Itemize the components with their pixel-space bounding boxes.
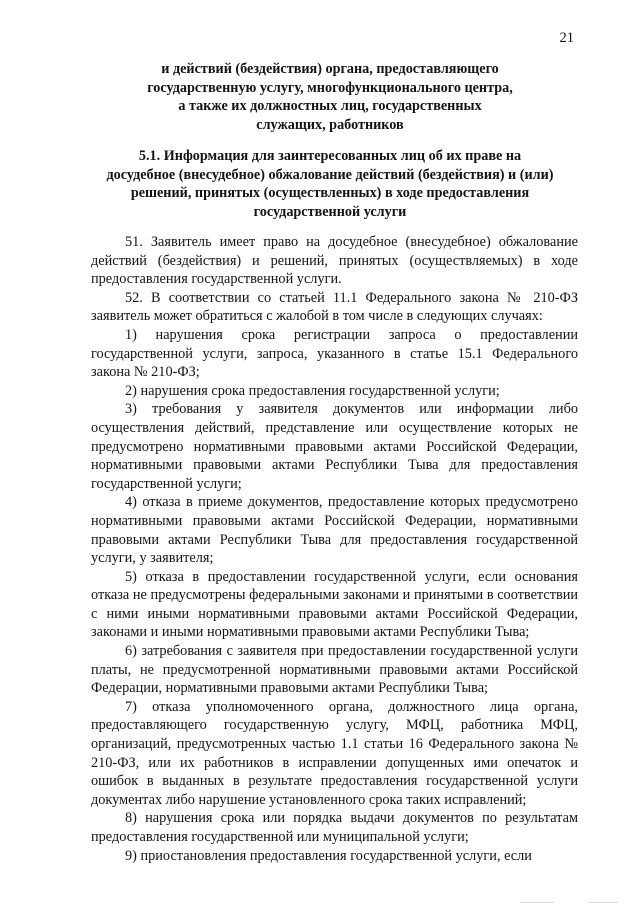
list-item-2: 2) нарушения срока предоставления государственной услуги; — [125, 382, 500, 399]
list-item-7: 7) отказа уполномоченного органа, должностного лица органа, предоставляющего государственную услугу, МФЦ, работника МФЦ, организаций, предусмотренных частью 1.1 статьи 16 Федерального закона № 210-ФЗ, или их работников в исправлении допущенных ими опечаток и ошибок в выданных в результате предоставления государственной услуги документах либо нарушение установленного срока таких исправлений; — [91, 698, 578, 808]
heading-line: государственную услугу, многофункционального центра, — [147, 79, 513, 96]
list-item-1: 1) нарушения срока регистрации запроса о предоставлении государственной услуги, запроса, указанного в статье 15.1 Федерального закона № 210-ФЗ; — [91, 326, 578, 381]
page-number: 21 — [559, 30, 574, 46]
section-heading-line: досудебное (внесудебное) обжалование действий (бездействия) и (или) — [106, 166, 554, 183]
section-heading-line: государственной услуги — [253, 203, 407, 220]
list-item-3: 3) требования у заявителя документов или информации либо осуществления действий, представление или осуществление которых не предусмотрено нормативными правовыми актами Российской Федерации, нормативными правовыми актами Республики Тыва для предоставления государственной услуги; — [91, 401, 578, 492]
list-item-6: 6) затребования с заявителя при предоставлении государственной услуги платы, не предусмотренной нормативными правовыми актами Российской Федерации, нормативными правовыми актами Республики Тыва; — [91, 643, 578, 697]
paragraph-52: 52. В соответствии со статьей 11.1 Федерального закона № 210-ФЗ заявитель может обратиться с жалобой в том числе в следующих случаях: — [91, 289, 578, 325]
section-heading-line: 5.1. Информация для заинтересованных лиц об их праве на — [138, 148, 522, 164]
scan-artifact — [588, 902, 618, 903]
document-body — [91, 233, 578, 865]
heading-line: а также их должностных лиц, государственных — [178, 98, 482, 115]
heading-line: и действий (бездействия) органа, предоставляющего — [161, 61, 499, 77]
heading-continuation — [90, 60, 570, 134]
list-item-9: 9) приостановления предоставления государственной услуги, если — [125, 847, 532, 864]
paragraph-51: 51. Заявитель имеет право на досудебное (внесудебное) обжалование действий (бездействия) и решений, принятых (осуществляемых) в ходе предоставления государственной услуги. — [91, 234, 578, 288]
section-heading-line: решений, принятых (осуществленных) в ходе предоставления — [130, 185, 530, 202]
list-item-4: 4) отказа в приеме документов, предоставление которых предусмотрено нормативными правовыми актами Российской Федерации, нормативными правовыми актами Республики Тыва для предоставления государственной услуги, у заявителя; — [91, 494, 578, 567]
list-item-5: 5) отказа в предоставлении государственной услуги, если основания отказа не предусмотрены федеральными законами и принятыми в соответствии с ними иными нормативными правовыми актами Российской Федерации, законами и иными нормативными правовыми актами Республики Тыва; — [91, 568, 578, 641]
scan-artifact — [520, 902, 554, 903]
list-item-8: 8) нарушения срока или порядка выдачи документов по результатам предоставления государственной или муниципальной услуги; — [91, 810, 578, 845]
section-heading — [90, 147, 570, 221]
heading-line: служащих, работников — [256, 116, 404, 133]
